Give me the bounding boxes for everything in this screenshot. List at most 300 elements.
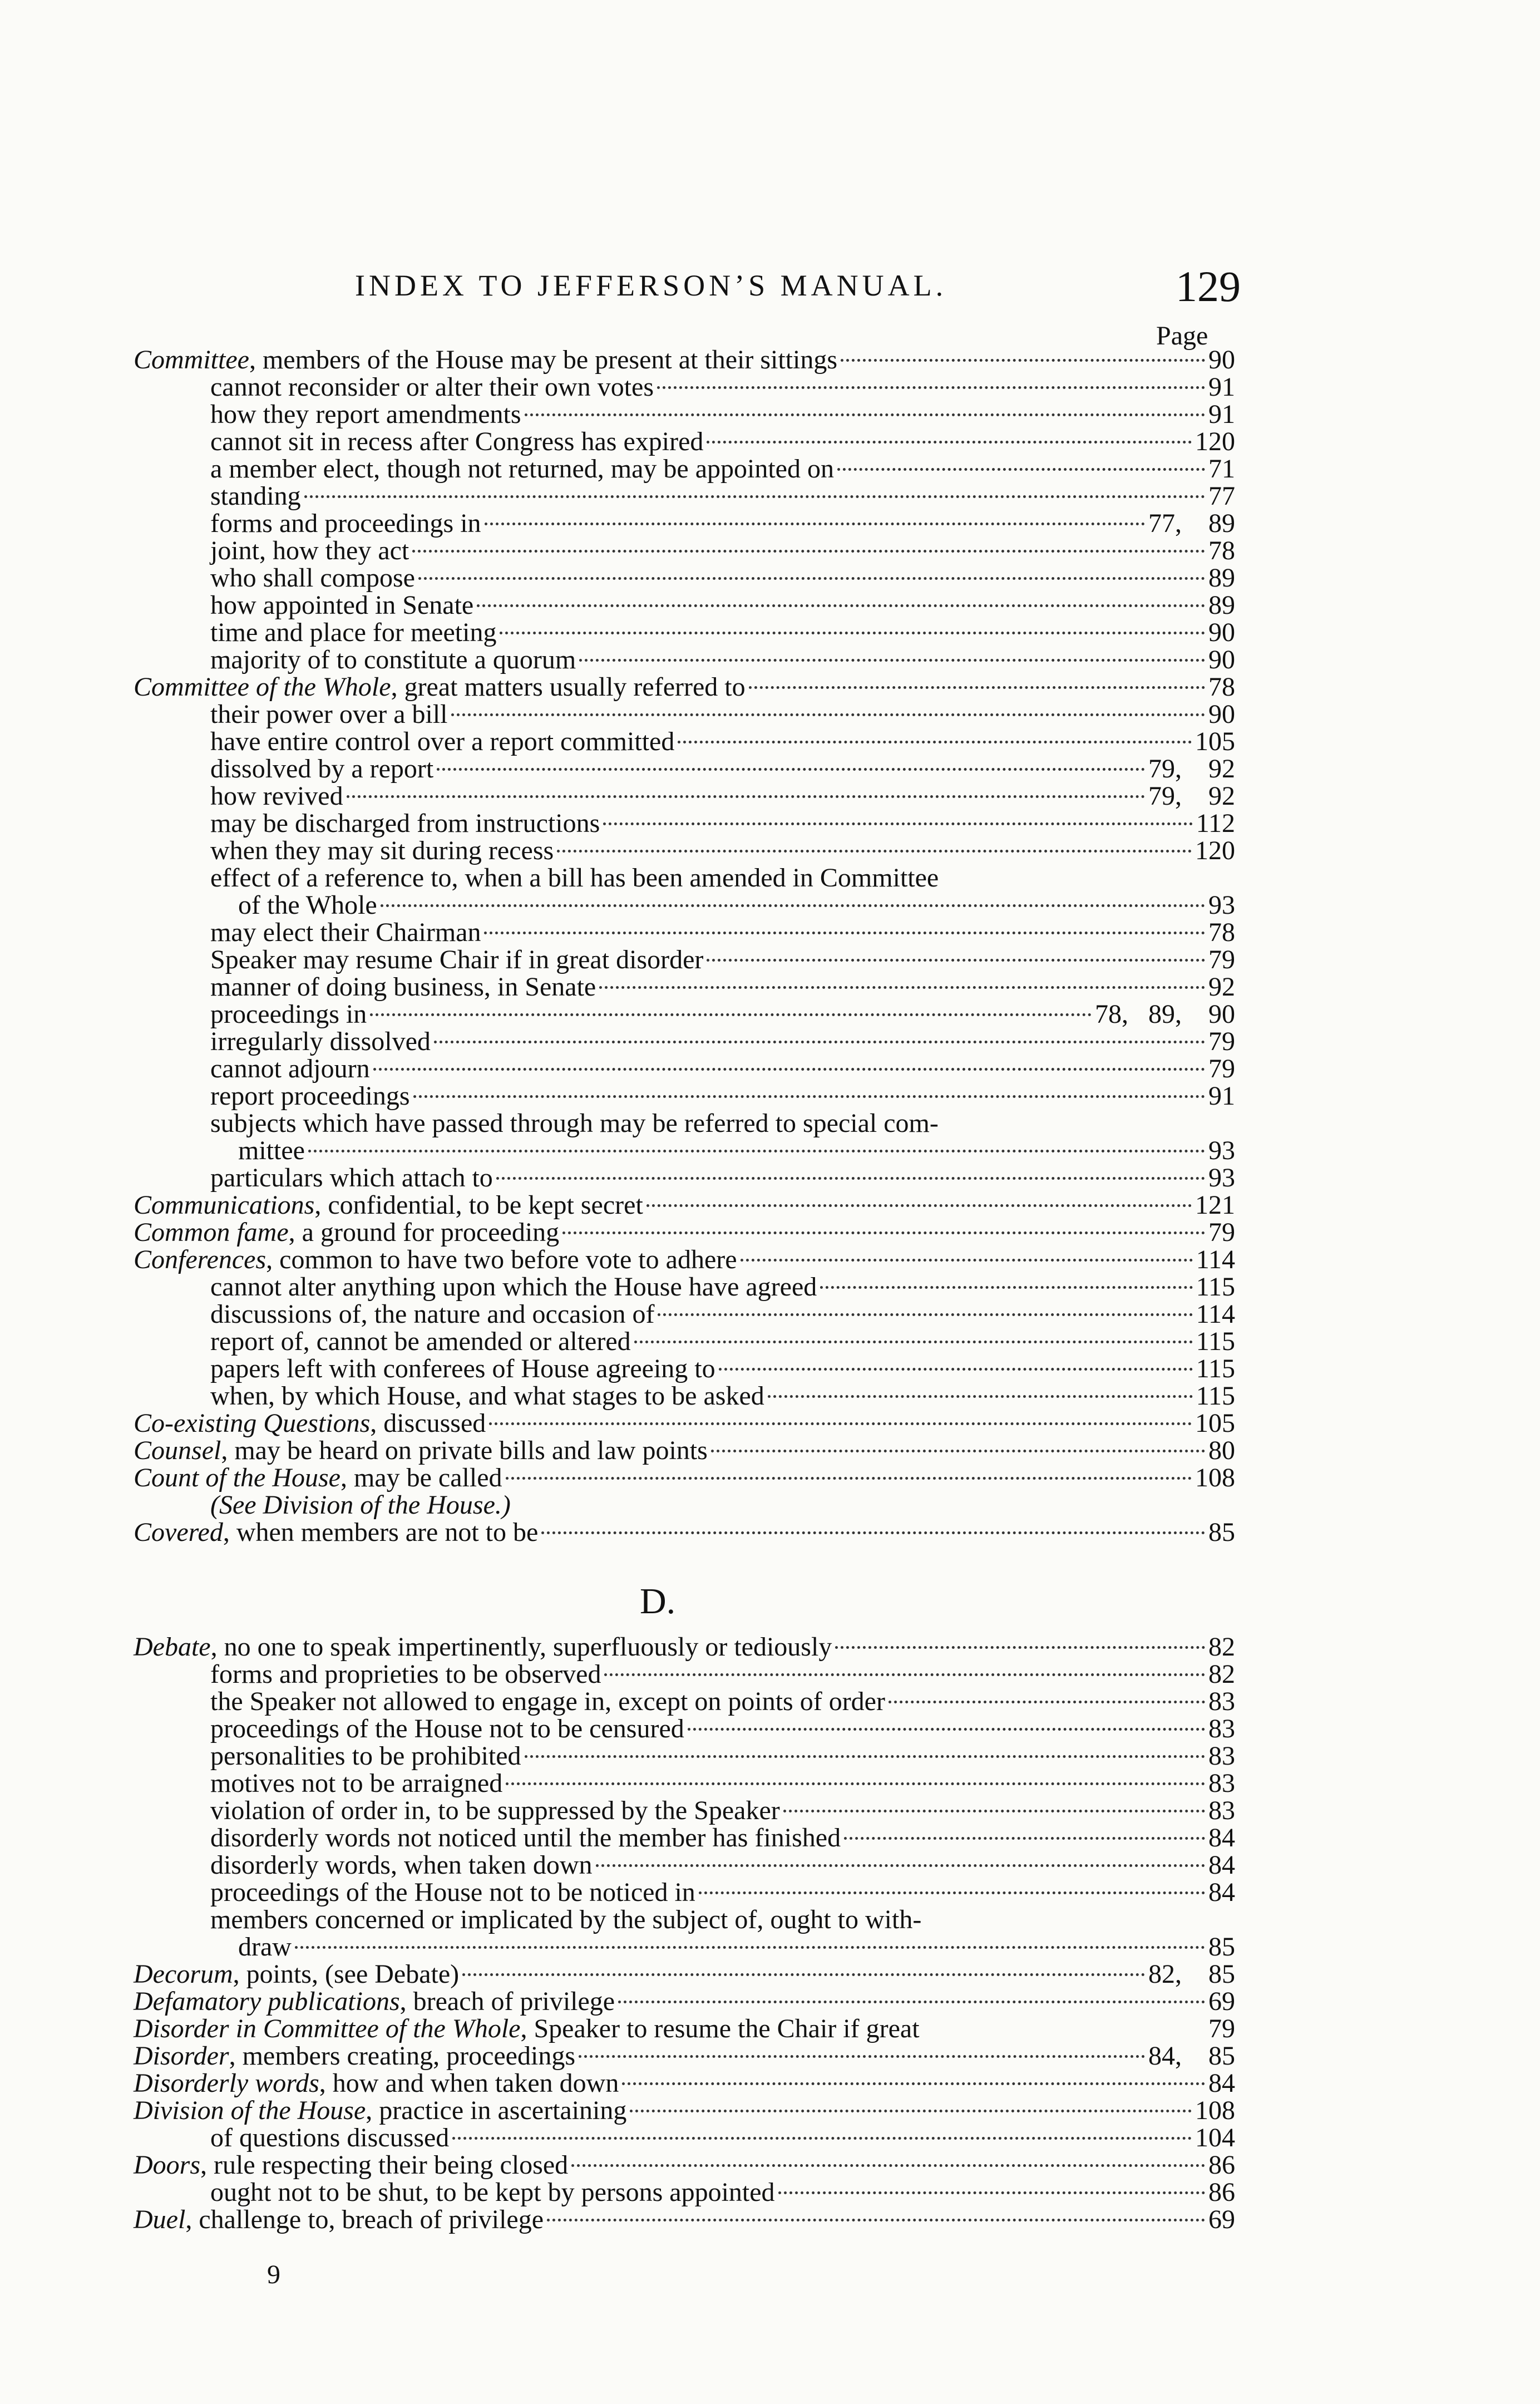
entry-text (210, 1382, 764, 1410)
subentry-text: report of, cannot be amended or altered (210, 1327, 631, 1356)
page-reference: 82, 85 (1148, 1959, 1235, 1989)
entry-text (210, 1715, 684, 1742)
dot-leader (562, 1231, 1205, 1234)
entry-text (134, 1988, 615, 2015)
dot-leader (630, 2110, 1192, 2112)
index-entry (134, 919, 1235, 946)
dot-leader (373, 1068, 1205, 1071)
entry-description: , great matters usually referred to (391, 672, 746, 702)
page-reference: 91 (1208, 372, 1235, 402)
entry-heading: Disorder (134, 2041, 229, 2071)
entry-text (210, 1906, 921, 1933)
page-reference: 77, 89 (1148, 509, 1235, 538)
page-header (128, 262, 1241, 317)
entry-text (210, 619, 496, 646)
page-reference: 115 (1196, 1327, 1235, 1356)
index-entry (134, 1464, 1235, 1491)
entry-text (238, 1933, 292, 1960)
dot-leader (604, 1673, 1205, 1676)
subentry-text: may elect their Chairman (210, 918, 481, 947)
dot-leader (437, 768, 1145, 771)
dot-leader (477, 604, 1205, 607)
entry-text (210, 1355, 715, 1382)
dot-leader (489, 1422, 1192, 1425)
dot-leader (678, 741, 1192, 743)
entry-heading: Disorderly words (134, 2068, 319, 2098)
subentry-text: cannot reconsider or alter their own votes (210, 372, 654, 402)
dot-leader (506, 1477, 1192, 1480)
entry-text (210, 919, 481, 946)
dot-leader (308, 1150, 1205, 1152)
entry-text (134, 1464, 502, 1491)
index-entry (134, 2206, 1235, 2233)
index-entry (134, 1028, 1235, 1055)
page-reference: 93 (1208, 1163, 1235, 1193)
index-entry (134, 455, 1235, 482)
entry-text (134, 1191, 643, 1219)
entry-text (210, 455, 834, 482)
index-entry (134, 1824, 1235, 1851)
index-entry (134, 973, 1235, 1001)
entry-text (210, 1082, 410, 1110)
subentry-text: (See Division of the House.) (210, 1490, 511, 1520)
page-reference: 83 (1208, 1741, 1235, 1771)
entry-text (238, 891, 377, 919)
page-reference: 104 (1195, 2123, 1235, 2152)
subentry-text: a member elect, though not returned, may be appointed on (210, 454, 834, 484)
index-entry (134, 1906, 1235, 1933)
entry-text (210, 373, 654, 401)
page-reference: 121 (1195, 1190, 1235, 1220)
dot-leader (418, 577, 1205, 580)
page-reference: 115 (1196, 1381, 1235, 1411)
page-reference: 79, 92 (1148, 754, 1235, 784)
running-title: INDEX TO JEFFERSON’S MANUAL. (355, 269, 947, 302)
dot-leader (596, 1864, 1205, 1867)
entry-text (210, 701, 448, 728)
dot-leader (783, 1810, 1205, 1812)
page-reference: 114 (1196, 1299, 1235, 1329)
index-entry (134, 1110, 1235, 1137)
index-entry (134, 1300, 1235, 1328)
subentry-text: draw (238, 1932, 292, 1962)
index-entry (134, 1219, 1235, 1246)
index-entry (134, 1273, 1235, 1300)
index-entry (134, 1688, 1235, 1715)
subentry-text: violation of order in, to be suppressed by the Speaker (210, 1796, 780, 1825)
subentry-text: manner of doing business, in Senate (210, 972, 596, 1002)
dot-leader (304, 495, 1205, 498)
dot-leader (719, 1368, 1193, 1371)
entry-text (210, 1797, 780, 1824)
index-entry (134, 755, 1235, 782)
dot-leader (841, 359, 1205, 362)
entry-text (210, 1055, 370, 1082)
page-reference: 91 (1208, 1081, 1235, 1111)
dot-leader (500, 632, 1205, 634)
dot-leader (768, 1395, 1193, 1398)
entry-text (238, 1137, 305, 1164)
subentry-text: effect of a reference to, when a bill has been amended in Committee (210, 863, 939, 893)
entry-description: , a ground for proceeding (288, 1218, 560, 1247)
index-entry (134, 482, 1235, 510)
entry-text (210, 401, 521, 428)
page-reference: 114 (1196, 1245, 1235, 1274)
dot-leader (711, 1450, 1205, 1452)
subentry-text: report proceedings (210, 1081, 410, 1111)
entry-text (210, 864, 939, 891)
page-reference: 89 (1208, 590, 1235, 620)
page-reference: 120 (1195, 836, 1235, 865)
page-reference: 115 (1196, 1354, 1235, 1383)
dot-leader (462, 1973, 1145, 1976)
index-entry (134, 619, 1235, 646)
entry-text (134, 1437, 708, 1464)
page-reference: 84 (1208, 1850, 1235, 1880)
page-reference: 69 (1208, 1987, 1235, 2016)
page-reference: 86 (1208, 2150, 1235, 2180)
index-entry (134, 728, 1235, 755)
page-reference: 93 (1208, 1136, 1235, 1165)
page-reference: 84 (1208, 1878, 1235, 1907)
entry-heading: Covered (134, 1518, 223, 1547)
entry-text (210, 2179, 775, 2206)
dot-leader (837, 468, 1205, 471)
index-section-c (134, 346, 1235, 1546)
dot-leader (547, 2219, 1205, 2221)
page-reference: 79 (1208, 1054, 1235, 1083)
page-reference: 90 (1208, 645, 1235, 674)
index-entry (134, 1519, 1235, 1546)
subentry-text: of questions discussed (210, 2123, 450, 2152)
entry-description: , common to have two before vote to adhere (266, 1245, 737, 1274)
index-entry (134, 1001, 1235, 1028)
entry-heading: Defamatory publications (134, 1987, 400, 2016)
entry-description: , members creating, proceedings (229, 2041, 575, 2071)
dot-leader (295, 1946, 1205, 1949)
entry-text (210, 482, 301, 510)
entry-description: , how and when taken down (319, 2068, 619, 2098)
entry-text (134, 1410, 486, 1437)
index-entry (134, 1382, 1235, 1410)
subentry-text: ought not to be shut, to be kept by persons appointed (210, 2178, 775, 2207)
index-entry (134, 1797, 1235, 1824)
subentry-text: cannot sit in recess after Congress has expired (210, 427, 704, 456)
index-entry (134, 1742, 1235, 1770)
page-reference: 93 (1208, 890, 1235, 920)
page-reference: 80 (1208, 1436, 1235, 1465)
page-reference: 71 (1208, 454, 1235, 484)
entry-description: , discussed (370, 1408, 486, 1438)
subentry-text: proceedings in (210, 999, 367, 1029)
index-entry (134, 1960, 1235, 1988)
page-reference: 108 (1195, 2096, 1235, 2125)
subentry-text: motives not to be arraigned (210, 1768, 503, 1798)
dot-leader (778, 2191, 1205, 2194)
page-reference: 108 (1195, 1463, 1235, 1492)
subentry-text: proceedings of the House not to be censured (210, 1714, 684, 1743)
dot-leader (749, 686, 1205, 689)
entry-text (134, 1519, 538, 1546)
dot-leader (496, 1177, 1205, 1180)
page-reference: 84, 85 (1148, 2041, 1235, 2071)
dot-leader (646, 1204, 1192, 1207)
index-entry (134, 2042, 1235, 2070)
dot-leader (579, 2055, 1145, 2058)
entry-text (210, 1661, 601, 1688)
entry-text (210, 1491, 511, 1519)
page-reference: 86 (1208, 2178, 1235, 2207)
dot-leader (634, 1341, 1193, 1343)
entry-text (210, 1851, 593, 1879)
page-reference: 78, 89, 90 (1095, 999, 1235, 1029)
entry-text (134, 346, 837, 373)
entry-heading: Committee (134, 345, 249, 375)
page-reference: 112 (1196, 809, 1235, 838)
entry-text (134, 1246, 737, 1273)
index-entry (134, 1879, 1235, 1906)
entry-description: , members of the House may be present at their sittings (249, 345, 838, 375)
page-column-label: Page (1156, 321, 1208, 351)
subentry-text: how they report amendments (210, 400, 521, 429)
index-entry (134, 592, 1235, 619)
dot-leader (347, 795, 1145, 798)
dot-leader (434, 1041, 1205, 1043)
entry-text (134, 1219, 559, 1246)
entry-heading: Debate (134, 1632, 211, 1662)
page-reference: 82 (1208, 1659, 1235, 1689)
page-reference: 84 (1208, 2068, 1235, 2098)
entry-text (210, 1273, 817, 1300)
subentry-text: their power over a bill (210, 699, 448, 729)
dot-leader (541, 1531, 1205, 1534)
entry-text (210, 1824, 841, 1851)
page-reference: 79, 92 (1148, 781, 1235, 811)
dot-leader (889, 1701, 1205, 1703)
dot-leader (599, 986, 1205, 989)
page-reference: 90 (1208, 699, 1235, 729)
subentry-text: Speaker may resume Chair if in great disorder (210, 945, 704, 974)
entry-text (210, 973, 596, 1001)
entry-heading: Counsel (134, 1436, 221, 1465)
index-entry (134, 1410, 1235, 1437)
entry-heading: Committee of the Whole (134, 672, 391, 702)
entry-heading: Division of the House (134, 2096, 366, 2125)
entry-heading: Count of the House (134, 1463, 340, 1492)
index-entry (134, 2179, 1235, 2206)
entry-description: , practice in ascertaining (366, 2096, 627, 2125)
index-entry (134, 2070, 1235, 2097)
entry-text (210, 1742, 521, 1770)
dot-leader (579, 659, 1205, 662)
entry-text (210, 1688, 885, 1715)
dot-leader (413, 1095, 1205, 1098)
index-entry (134, 2124, 1235, 2151)
page-reference: 105 (1195, 727, 1235, 756)
page-reference: 78 (1208, 672, 1235, 702)
entry-text (210, 428, 703, 455)
dot-leader (688, 1728, 1205, 1731)
index-entry (134, 1055, 1235, 1082)
index-entry (134, 510, 1235, 537)
index-entry (134, 428, 1235, 455)
subentry-text: cannot alter anything upon which the House have agreed (210, 1272, 817, 1302)
dot-leader (381, 904, 1205, 907)
entry-text (210, 1328, 631, 1355)
entry-text (134, 2151, 568, 2179)
dot-leader (485, 523, 1145, 525)
index-entry (134, 1437, 1235, 1464)
page-reference: 91 (1208, 400, 1235, 429)
index-entry (134, 1082, 1235, 1110)
entry-description: , Speaker to resume the Chair if great (520, 2014, 920, 2043)
entry-text (210, 1770, 502, 1797)
dot-leader (618, 2001, 1205, 2003)
dot-leader (370, 1013, 1092, 1016)
page-reference: 77 (1208, 481, 1235, 511)
dot-leader (658, 1313, 1192, 1316)
entry-text (134, 673, 746, 701)
dot-leader (603, 822, 1192, 825)
dot-leader (571, 2164, 1205, 2167)
dot-leader (741, 1259, 1193, 1262)
entry-heading: Conferences (134, 1245, 266, 1274)
subentry-text: how revived (210, 781, 343, 811)
entry-text (210, 946, 703, 973)
entry-text (210, 592, 473, 619)
entry-text (210, 837, 554, 864)
signature-mark: 9 (267, 2260, 280, 2289)
dot-leader (484, 932, 1205, 934)
entry-heading: Co-existing Questions (134, 1408, 371, 1438)
entry-heading: Communications (134, 1190, 315, 1220)
subentry-text: joint, how they act (210, 536, 409, 565)
index-entry (134, 564, 1235, 592)
page-reference: 90 (1208, 345, 1235, 375)
entry-text (210, 1164, 493, 1191)
index-entry (134, 1661, 1235, 1688)
page-reference: 82 (1208, 1632, 1235, 1662)
index-entry (134, 1491, 1235, 1519)
subentry-text: disorderly words not noticed until the member has finished (210, 1823, 841, 1853)
index-entry (134, 782, 1235, 810)
index-entry (134, 946, 1235, 973)
subentry-text: proceedings of the House not to be noticed in (210, 1878, 695, 1907)
subentry-text: the Speaker not allowed to engage in, except on points of order (210, 1687, 885, 1716)
index-entry (134, 891, 1235, 919)
entry-text (134, 2070, 619, 2097)
page-reference: 78 (1208, 918, 1235, 947)
index-entry (134, 1246, 1235, 1273)
index-entry (134, 646, 1235, 673)
subentry-text: of the Whole (238, 890, 377, 920)
entry-text (210, 537, 409, 564)
subentry-text: personalities to be prohibited (210, 1741, 521, 1771)
subentry-text: who shall compose (210, 563, 415, 593)
entry-heading: Common fame (134, 1218, 289, 1247)
index-entry (134, 1988, 1235, 2015)
page-reference: 105 (1195, 1408, 1235, 1438)
subentry-text: cannot adjourn (210, 1054, 370, 1083)
subentry-text: discussions of, the nature and occasion of (210, 1299, 655, 1329)
subentry-text: when they may sit during recess (210, 836, 554, 865)
entry-text (210, 782, 343, 810)
subentry-text: papers left with conferees of House agreeing to (210, 1354, 715, 1383)
index-entry (134, 1191, 1235, 1219)
index-entry (134, 1933, 1235, 1960)
index-entry (134, 401, 1235, 428)
entry-text (210, 1001, 367, 1028)
index-entry (134, 1851, 1235, 1879)
subentry-text: when, by which House, and what stages to be asked (210, 1381, 764, 1411)
page-reference: 84 (1208, 1823, 1235, 1853)
index-entry (134, 1137, 1235, 1164)
entry-text (210, 1110, 939, 1137)
subentry-text: mittee (238, 1136, 305, 1165)
index-section-d (134, 1633, 1235, 2233)
subentry-text: irregularly dissolved (210, 1027, 431, 1056)
index-entry (134, 1715, 1235, 1742)
entry-text (134, 2042, 575, 2070)
page-number: 129 (1176, 262, 1241, 311)
entry-text (210, 755, 433, 782)
page-reference: 79 (1208, 1027, 1235, 1056)
entry-description: , no one to speak impertinently, superfluously or tediously (210, 1632, 832, 1662)
index-entry (134, 346, 1235, 373)
entry-text (210, 810, 600, 837)
page-reference: 90 (1208, 618, 1235, 647)
dot-leader (622, 2082, 1205, 2085)
dot-leader (412, 550, 1205, 553)
page-reference: 83 (1208, 1687, 1235, 1716)
index-entry (134, 373, 1235, 401)
entry-heading: Decorum (134, 1959, 233, 1989)
entry-description: , challenge to, breach of privilege (185, 2205, 544, 2234)
page-reference: 89 (1208, 563, 1235, 593)
page-reference: 79 (1208, 1218, 1235, 1247)
entry-text (134, 2097, 626, 2124)
subentry-text: dissolved by a report (210, 754, 434, 784)
entry-text (210, 1879, 695, 1906)
dot-leader (557, 850, 1192, 853)
section-letter-d: D. (640, 1581, 676, 1622)
entry-text (134, 2015, 920, 2042)
subentry-text: disorderly words, when taken down (210, 1850, 593, 1880)
page-reference: 92 (1208, 972, 1235, 1002)
entry-text (210, 510, 481, 537)
page-reference: 85 (1208, 1518, 1235, 1547)
entry-description: , may be called (340, 1463, 502, 1492)
entry-description: , may be heard on private bills and law points (221, 1436, 708, 1465)
subentry-text: may be discharged from instructions (210, 809, 600, 838)
subentry-text: majority of to constitute a quorum (210, 645, 576, 674)
dot-leader (844, 1837, 1205, 1840)
page-reference: 115 (1196, 1272, 1235, 1302)
subentry-text: standing (210, 481, 301, 511)
dot-leader (699, 1891, 1205, 1894)
index-entry (134, 1770, 1235, 1797)
index-entry (134, 837, 1235, 864)
index-entry (134, 864, 1235, 891)
page-reference: 79 (1208, 2014, 1235, 2043)
page-reference: 85 (1208, 1932, 1235, 1962)
subentry-text: how appointed in Senate (210, 590, 474, 620)
index-entry (134, 701, 1235, 728)
entry-heading: Duel (134, 2205, 186, 2234)
index-entry (134, 1164, 1235, 1191)
subentry-text: particulars which attach to (210, 1163, 493, 1193)
index-entry (134, 2151, 1235, 2179)
